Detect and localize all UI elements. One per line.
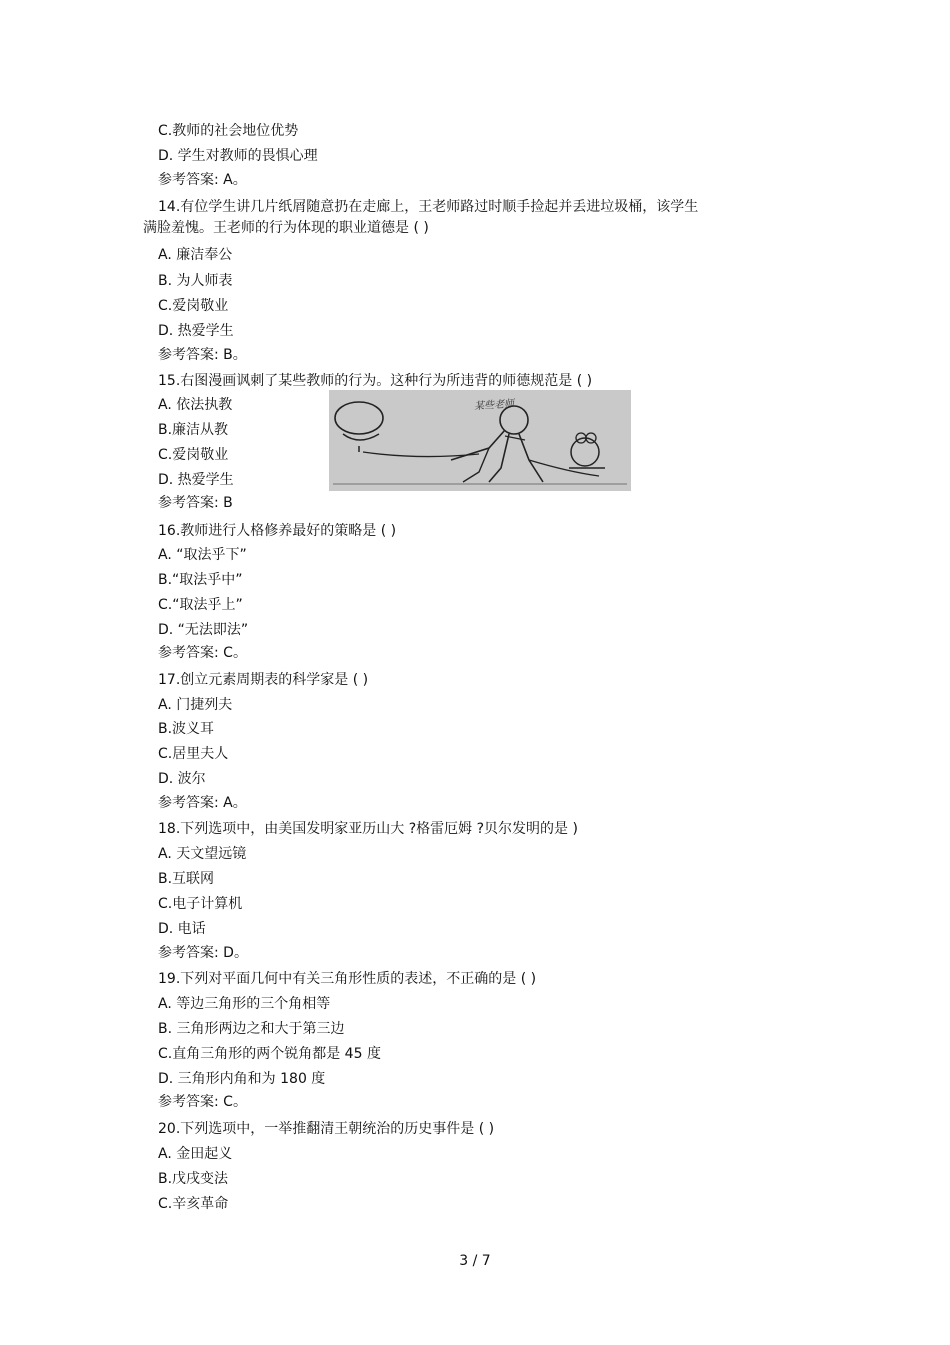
answer: 参考答案: A。 <box>158 795 247 811</box>
option-b: B. 为人师表 <box>158 273 233 289</box>
option-c: C.爱岗敬业 <box>158 447 229 463</box>
answer: 参考答案: B <box>158 495 233 511</box>
question-20: 20.下列选项中，一举推翻清王朝统治的历史事件是 ( ) <box>158 1121 495 1137</box>
option-d: D. 电话 <box>158 921 206 937</box>
answer: 参考答案: B。 <box>158 347 247 363</box>
option-c: C.辛亥革命 <box>158 1196 229 1212</box>
question-17: 17.创立元素周期表的科学家是 ( ) <box>158 672 369 688</box>
option-b: B. 三角形两边之和大于第三边 <box>158 1021 345 1037</box>
answer: 参考答案: D。 <box>158 945 248 961</box>
option-d: D. 热爱学生 <box>158 472 234 488</box>
option-c: C.电子计算机 <box>158 896 243 912</box>
option-a: A. 天文望远镜 <box>158 846 247 862</box>
option-c: C.教师的社会地位优势 <box>158 123 299 139</box>
option-c: C.爱岗敬业 <box>158 298 229 314</box>
cartoon-illustration <box>329 390 631 491</box>
option-a: A. 廉洁奉公 <box>158 247 233 263</box>
question-15: 15.右图漫画讽刺了某些教师的行为。这种行为所违背的师德规范是 ( ) <box>158 373 593 389</box>
option-b: B.廉洁从教 <box>158 422 229 438</box>
question-19: 19.下列对平面几何中有关三角形性质的表述，不正确的是 ( ) <box>158 971 537 987</box>
option-b: B.互联网 <box>158 871 215 887</box>
option-d: D. 学生对教师的畏惧心理 <box>158 148 318 164</box>
option-a: A. 依法执教 <box>158 397 233 413</box>
question-14-continued: 满脸羞愧。王老师的行为体现的职业道德是 ( ) <box>143 220 429 236</box>
option-d: D. 热爱学生 <box>158 323 234 339</box>
option-d: D. 波尔 <box>158 771 206 787</box>
illustration-caption: 某些老师 <box>473 398 515 413</box>
option-a: A. 等边三角形的三个角相等 <box>158 996 331 1012</box>
option-a: A. 门捷列夫 <box>158 697 233 713</box>
option-d: D. 三角形内角和为 180 度 <box>158 1071 326 1087</box>
option-b: B.戊戌变法 <box>158 1171 229 1187</box>
option-c: C.直角三角形的两个锐角都是 45 度 <box>158 1046 381 1062</box>
option-a: A. “取法乎下” <box>158 547 247 563</box>
option-a: A. 金田起义 <box>158 1146 233 1162</box>
option-c: C.“取法乎上” <box>158 597 243 613</box>
question-16: 16.教师进行人格修养最好的策略是 ( ) <box>158 523 397 539</box>
page-number: 3 / 7 <box>459 1253 491 1269</box>
answer: 参考答案: C。 <box>158 645 247 661</box>
option-d: D. “无法即法” <box>158 622 249 638</box>
question-14: 14.有位学生讲几片纸屑随意扔在走廊上，王老师路过时顺手捡起并丢进垃圾桶，该学生 <box>158 199 699 215</box>
question-18: 18.下列选项中，由美国发明家亚历山大 ?格雷厄姆 ?贝尔发明的是 ) <box>158 821 578 837</box>
option-c: C.居里夫人 <box>158 746 229 762</box>
answer: 参考答案: A。 <box>158 172 247 188</box>
option-b: B.波义耳 <box>158 721 215 737</box>
option-b: B.“取法乎中” <box>158 572 243 588</box>
answer: 参考答案: C。 <box>158 1094 247 1110</box>
